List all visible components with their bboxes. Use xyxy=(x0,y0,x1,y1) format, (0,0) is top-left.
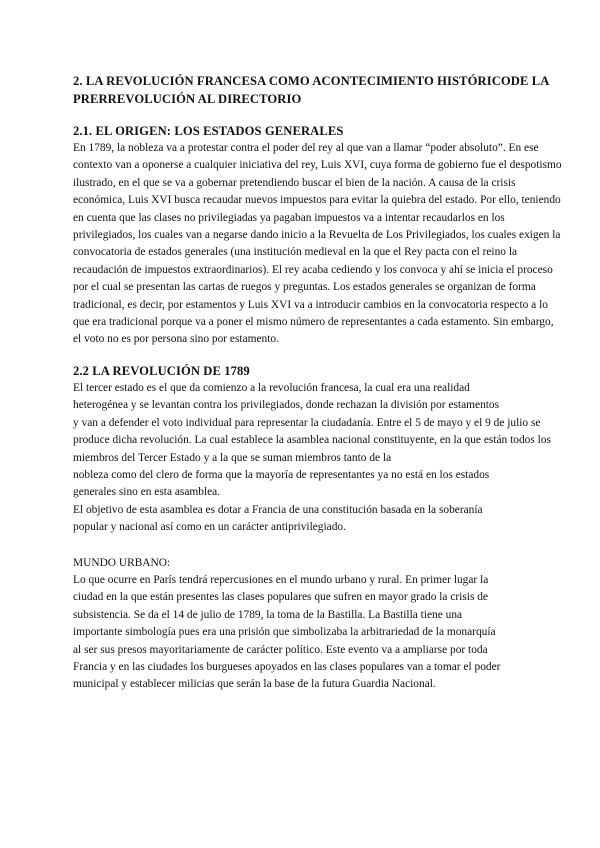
text-line: recaudación de impuestos extraordinarios). El rey acaba cediendo y los convoca y ahí se inicia el proceso xyxy=(73,263,553,276)
text-line: al ser sus presos mayoritariamente de carácter político. Este evento va a ampliarse por toda xyxy=(73,643,488,656)
text-line: miembros del Tercer Estado y a la que se suman miembros tanto de la xyxy=(73,451,392,464)
text-line: popular y nacional así como en un carácter antiprivilegiado. xyxy=(73,521,346,534)
text-line: ciudad en la que están presentes las clases populares que sufren en mayor grado la crisis de xyxy=(73,591,488,604)
paragraph-origin xyxy=(73,140,593,349)
paragraph-revolution xyxy=(73,380,593,537)
text-line: produce dicha revolución. La cual establece la asamblea nacional constituyente, en la que están todos los xyxy=(73,434,551,447)
section-title-revolution: 2.2 LA REVOLUCIÓN DE 1789 xyxy=(73,363,250,378)
text-line: en cuenta que las clases no privilegiadas ya pagaban impuestos va a intentar recaudarlos en los xyxy=(73,211,505,224)
text-line: municipal y establecer milicias que serán la base de la futura Guardia Nacional. xyxy=(73,678,436,691)
main-title-line: PRERREVOLUCIÓN AL DIRECTORIO xyxy=(73,92,302,106)
main-title xyxy=(73,72,593,108)
text-line: ilustrado, en el que se va a gobernar pretendiendo buscar el bien de la nación. A causa de la crisis xyxy=(73,176,516,189)
paragraph-urban xyxy=(73,572,593,694)
section-title-origin: 2.1. EL ORIGEN: LOS ESTADOS GENERALES xyxy=(73,124,344,138)
text-line: subsistencia. Se da el 14 de julio de 1789, la toma de la Bastilla. La Bastilla tiene una xyxy=(73,608,463,621)
document-page xyxy=(73,72,593,694)
text-line: tradicional, es decir, por estamentos y Luis XVI va a introducir cambios en la convocatoria respecto a lo xyxy=(73,298,548,311)
text-line: el voto no es por persona sino por estamento. xyxy=(73,333,279,346)
spacer xyxy=(73,349,593,362)
text-line: importante simbología pues era una prisión que simbolizaba la arbitrariedad de la monarquía xyxy=(73,626,496,639)
text-line: económica, Luis XVI busca recaudar nuevos impuestos para evitar la quiebra del estado. Por ello, teniendo xyxy=(73,194,561,207)
text-line: heterogénea y se levantan contra los privilegiados, donde rechazan la división por estamentos xyxy=(73,399,500,412)
text-line: El tercer estado es el que da comienzo a la revolución francesa, la cual era una realidad xyxy=(73,381,470,394)
text-line: contexto van a oponerse a cualquier iniciativa del rey, Luis XVI, cuya forma de gobierno fue el despotismo xyxy=(73,159,562,172)
text-line: En 1789, la nobleza va a protestar contra el poder del rey al que van a llamar “poder absoluto”. En ese xyxy=(73,142,539,154)
text-line: privilegiados, los cuales van a negarse dando inicio a la Revuelta de Los Privilegiados, los cuales exigen la xyxy=(73,229,561,242)
text-line: El objetivo de esta asamblea es dotar a Francia de una constitución basada en la soberanía xyxy=(73,503,483,516)
text-line: que era tradicional porque va a poner el mismo número de representantes a cada estamento. Sin embargo, xyxy=(73,316,554,329)
text-line: convocatoria de estados generales (una institución medieval en la que el Rey pacta con el reino la xyxy=(73,246,518,259)
text-line: y van a defender el voto individual para representar la ciudadanía. Entre el 5 de mayo y el 9 de julio se xyxy=(73,416,541,429)
spacer xyxy=(73,537,593,555)
text-line: Lo que ocurre en París tendrá repercusiones en el mundo urbano y rural. En primer lugar la xyxy=(73,573,489,586)
text-line: generales sino en esta asamblea. xyxy=(73,486,221,499)
text-line: por el cual se presentan las cartas de ruegos y preguntas. Los estados generales se organizan de forma xyxy=(73,281,536,294)
text-line: nobleza como del clero de forma que la mayoría de representantes ya no está en los estados xyxy=(73,468,490,481)
section-title-urban: MUNDO URBANO: xyxy=(73,556,171,569)
main-title-line: 2. LA REVOLUCIÓN FRANCESA COMO ACONTECIMIENTO HISTÓRICODE LA xyxy=(73,74,550,88)
text-line: Francia y en las ciudades los burgueses apoyados en las clases populares van a tomar el poder xyxy=(73,660,501,673)
